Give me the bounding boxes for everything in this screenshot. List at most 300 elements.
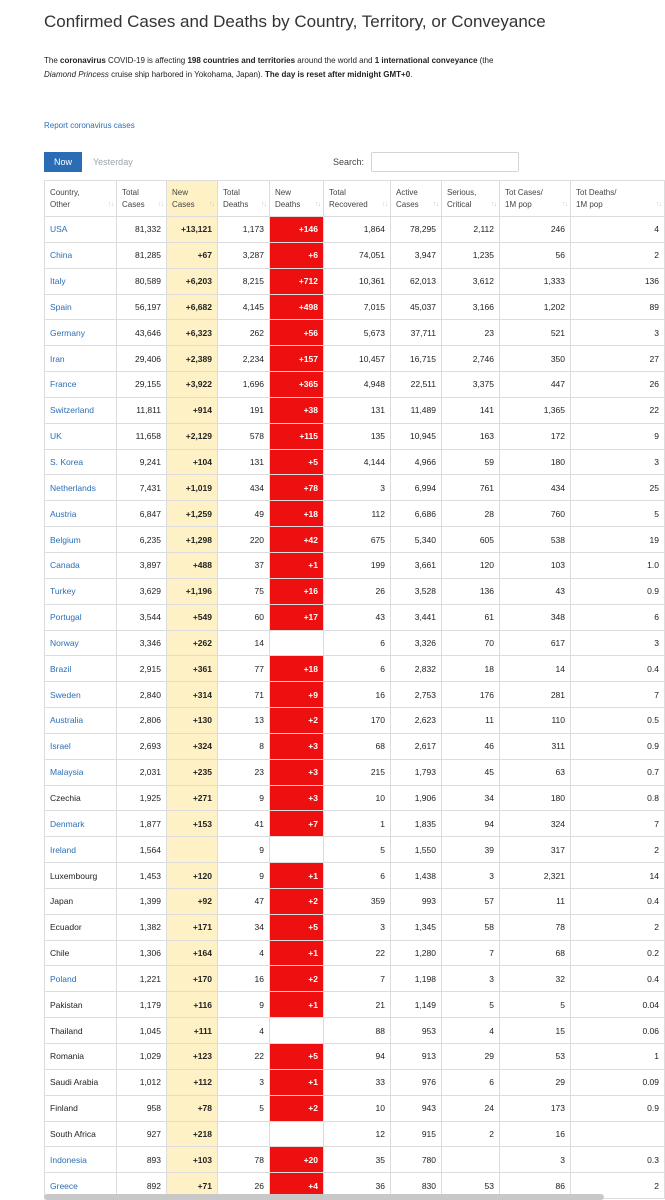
active-cases-cell: 6,994 (391, 475, 442, 501)
serious-critical-cell: 141 (442, 397, 500, 423)
country-name[interactable]: Indonesia (45, 1147, 117, 1173)
serious-critical-cell: 136 (442, 578, 500, 604)
serious-critical-cell: 3,612 (442, 268, 500, 294)
serious-critical-cell: 39 (442, 837, 500, 863)
new-cases-cell: +104 (167, 449, 218, 475)
tot-deaths-per-1m-cell: 1.0 (571, 552, 665, 578)
total-deaths-cell: 191 (218, 397, 270, 423)
serious-critical-cell: 28 (442, 501, 500, 527)
active-cases-cell: 3,661 (391, 552, 442, 578)
total-cases-cell: 29,155 (117, 372, 167, 398)
total-recovered-cell: 88 (324, 1018, 391, 1044)
search-label: Search: (333, 157, 365, 167)
active-cases-cell: 976 (391, 1069, 442, 1095)
intro-italic-ship: Diamond Princess (44, 70, 109, 79)
country-name[interactable]: USA (45, 217, 117, 243)
sort-arrows-icon: ↑↓ (108, 201, 113, 208)
serious-critical-cell: 53 (442, 1173, 500, 1199)
cases-table (44, 180, 665, 1199)
column-header-new-cases[interactable] (167, 181, 218, 217)
serious-critical-cell: 605 (442, 527, 500, 553)
intro-text: (the (477, 56, 494, 65)
new-cases-cell: +1,019 (167, 475, 218, 501)
country-name: Japan (45, 888, 117, 914)
total-deaths-cell: 47 (218, 888, 270, 914)
active-cases-cell: 11,489 (391, 397, 442, 423)
table-row (45, 294, 665, 320)
table-row (45, 837, 665, 863)
intro-bold-reset: The day is reset after midnight GMT+0 (265, 70, 411, 79)
new-deaths-cell: +1 (270, 992, 324, 1018)
table-row (45, 346, 665, 372)
tot-deaths-per-1m-cell: 0.7 (571, 759, 665, 785)
intro-bold-conveyance: 1 international conveyance (374, 56, 478, 65)
table-row (45, 682, 665, 708)
active-cases-cell: 780 (391, 1147, 442, 1173)
column-header-label: 1M pop (505, 200, 532, 209)
tot-deaths-per-1m-cell: 136 (571, 268, 665, 294)
sort-arrows-icon: ↑↓ (261, 201, 266, 208)
total-deaths-cell: 8,215 (218, 268, 270, 294)
column-header-country[interactable] (45, 181, 117, 217)
active-cases-cell: 2,832 (391, 656, 442, 682)
table-row (45, 1147, 665, 1173)
active-cases-cell: 1,149 (391, 992, 442, 1018)
total-deaths-cell: 16 (218, 966, 270, 992)
tot-deaths-per-1m-cell: 22 (571, 397, 665, 423)
tot-cases-per-1m-cell: 5 (500, 992, 571, 1018)
country-name[interactable]: Belgium (45, 527, 117, 553)
active-cases-cell: 2,753 (391, 682, 442, 708)
country-name[interactable]: UK (45, 423, 117, 449)
total-recovered-cell: 12 (324, 1121, 391, 1147)
total-deaths-cell: 4 (218, 940, 270, 966)
country-name: Ecuador (45, 914, 117, 940)
country-name[interactable]: Australia (45, 708, 117, 734)
sort-arrows-icon: ↑↓ (382, 201, 387, 208)
new-deaths-cell: +157 (270, 346, 324, 372)
total-deaths-cell: 22 (218, 1044, 270, 1070)
tot-cases-per-1m-cell: 2,321 (500, 863, 571, 889)
country-name[interactable]: Sweden (45, 682, 117, 708)
total-recovered-cell: 7,015 (324, 294, 391, 320)
country-name[interactable]: Austria (45, 501, 117, 527)
total-recovered-cell: 33 (324, 1069, 391, 1095)
active-cases-cell: 913 (391, 1044, 442, 1070)
serious-critical-cell: 70 (442, 630, 500, 656)
tot-cases-per-1m-cell: 760 (500, 501, 571, 527)
new-deaths-cell: +9 (270, 682, 324, 708)
tot-deaths-per-1m-cell: 0.3 (571, 1147, 665, 1173)
active-cases-cell: 3,326 (391, 630, 442, 656)
active-cases-cell: 1,198 (391, 966, 442, 992)
country-name[interactable]: Brazil (45, 656, 117, 682)
new-deaths-cell: +20 (270, 1147, 324, 1173)
country-name[interactable]: Denmark (45, 811, 117, 837)
total-deaths-cell: 9 (218, 785, 270, 811)
country-name[interactable]: Netherlands (45, 475, 117, 501)
total-cases-cell: 893 (117, 1147, 167, 1173)
country-name[interactable]: Portugal (45, 604, 117, 630)
table-row (45, 449, 665, 475)
active-cases-cell: 37,711 (391, 320, 442, 346)
tot-cases-per-1m-cell: 348 (500, 604, 571, 630)
new-cases-cell: +171 (167, 914, 218, 940)
total-deaths-cell: 5 (218, 1095, 270, 1121)
tot-cases-per-1m-cell: 180 (500, 785, 571, 811)
total-cases-cell: 1,221 (117, 966, 167, 992)
total-deaths-cell: 2,234 (218, 346, 270, 372)
serious-critical-cell: 7 (442, 940, 500, 966)
tot-deaths-per-1m-cell: 5 (571, 501, 665, 527)
tot-deaths-per-1m-cell: 0.4 (571, 888, 665, 914)
tot-deaths-per-1m-cell: 3 (571, 320, 665, 346)
table-row (45, 242, 665, 268)
total-recovered-cell: 199 (324, 552, 391, 578)
total-deaths-cell: 131 (218, 449, 270, 475)
tot-deaths-per-1m-cell: 0.9 (571, 733, 665, 759)
new-deaths-cell: +2 (270, 966, 324, 992)
total-cases-cell: 3,897 (117, 552, 167, 578)
new-cases-cell: +235 (167, 759, 218, 785)
total-recovered-cell: 36 (324, 1173, 391, 1199)
new-cases-cell: +324 (167, 733, 218, 759)
new-deaths-cell: +365 (270, 372, 324, 398)
country-name: South Africa (45, 1121, 117, 1147)
tot-cases-per-1m-cell: 180 (500, 449, 571, 475)
active-cases-cell: 22,511 (391, 372, 442, 398)
table-row (45, 604, 665, 630)
tot-cases-per-1m-cell: 3 (500, 1147, 571, 1173)
table-row (45, 863, 665, 889)
intro-paragraph (44, 54, 514, 82)
column-header-tot-deaths-per-1m[interactable] (571, 181, 665, 217)
new-deaths-cell: +115 (270, 423, 324, 449)
tot-cases-per-1m-cell: 43 (500, 578, 571, 604)
table-row (45, 992, 665, 1018)
tot-deaths-per-1m-cell: 9 (571, 423, 665, 449)
new-deaths-cell: +56 (270, 320, 324, 346)
total-cases-cell: 958 (117, 1095, 167, 1121)
new-cases-cell: +103 (167, 1147, 218, 1173)
new-deaths-cell: +42 (270, 527, 324, 553)
serious-critical-cell: 58 (442, 914, 500, 940)
column-header-label: New (275, 188, 292, 197)
country-name[interactable]: Ireland (45, 837, 117, 863)
total-cases-cell: 927 (117, 1121, 167, 1147)
column-header-label: New (172, 188, 189, 197)
serious-critical-cell: 4 (442, 1018, 500, 1044)
total-recovered-cell: 112 (324, 501, 391, 527)
new-deaths-cell: +146 (270, 217, 324, 243)
tot-cases-per-1m-cell: 1,202 (500, 294, 571, 320)
total-cases-cell: 81,332 (117, 217, 167, 243)
country-name[interactable]: Israel (45, 733, 117, 759)
total-recovered-cell: 135 (324, 423, 391, 449)
new-deaths-cell: +1 (270, 1069, 324, 1095)
total-deaths-cell: 9 (218, 992, 270, 1018)
country-name: Romania (45, 1044, 117, 1070)
new-deaths-cell (270, 1121, 324, 1147)
total-deaths-cell: 75 (218, 578, 270, 604)
total-cases-cell: 3,544 (117, 604, 167, 630)
new-deaths-cell: +18 (270, 656, 324, 682)
new-deaths-cell: +16 (270, 578, 324, 604)
table-row (45, 217, 665, 243)
intro-bold-countries: 198 countries and territories (187, 56, 296, 65)
total-recovered-cell: 7 (324, 966, 391, 992)
table-row (45, 320, 665, 346)
total-recovered-cell: 1,864 (324, 217, 391, 243)
new-deaths-cell: +3 (270, 785, 324, 811)
column-header-label: Total (122, 188, 139, 197)
new-deaths-cell (270, 630, 324, 656)
country-name[interactable]: S. Korea (45, 449, 117, 475)
total-cases-cell: 43,646 (117, 320, 167, 346)
search-input[interactable] (371, 152, 519, 172)
country-name: Chile (45, 940, 117, 966)
total-deaths-cell: 71 (218, 682, 270, 708)
serious-critical-cell: 163 (442, 423, 500, 449)
tot-deaths-per-1m-cell: 0.04 (571, 992, 665, 1018)
total-recovered-cell: 43 (324, 604, 391, 630)
total-cases-cell: 1,306 (117, 940, 167, 966)
country-name[interactable]: Spain (45, 294, 117, 320)
report-cases-link[interactable]: Report coronavirus cases (44, 121, 135, 130)
country-name: Thailand (45, 1018, 117, 1044)
total-deaths-cell: 262 (218, 320, 270, 346)
table-row (45, 656, 665, 682)
total-cases-cell: 2,840 (117, 682, 167, 708)
total-deaths-cell: 37 (218, 552, 270, 578)
active-cases-cell: 1,550 (391, 837, 442, 863)
tot-deaths-per-1m-cell: 2 (571, 914, 665, 940)
tab-yesterday[interactable]: Yesterday (93, 157, 133, 167)
tab-now[interactable]: Now (44, 152, 82, 172)
total-cases-cell: 1,453 (117, 863, 167, 889)
active-cases-cell: 2,623 (391, 708, 442, 734)
country-name[interactable]: France (45, 372, 117, 398)
total-recovered-cell: 21 (324, 992, 391, 1018)
tot-deaths-per-1m-cell: 7 (571, 811, 665, 837)
column-header-label: Recovered (329, 200, 368, 209)
new-deaths-cell (270, 1018, 324, 1044)
country-name: Saudi Arabia (45, 1069, 117, 1095)
country-name[interactable]: Greece (45, 1173, 117, 1199)
table-body (45, 217, 665, 1199)
tot-deaths-per-1m-cell: 25 (571, 475, 665, 501)
total-cases-cell: 9,241 (117, 449, 167, 475)
serious-critical-cell: 57 (442, 888, 500, 914)
table-row (45, 1018, 665, 1044)
table-row (45, 527, 665, 553)
country-name[interactable]: Canada (45, 552, 117, 578)
total-deaths-cell: 9 (218, 837, 270, 863)
sort-arrows-icon: ↑↓ (491, 201, 496, 208)
tot-cases-per-1m-cell: 434 (500, 475, 571, 501)
tot-cases-per-1m-cell: 11 (500, 888, 571, 914)
tot-deaths-per-1m-cell: 0.9 (571, 578, 665, 604)
total-recovered-cell: 131 (324, 397, 391, 423)
new-deaths-cell: +5 (270, 914, 324, 940)
column-header-total-cases[interactable] (117, 181, 167, 217)
tot-cases-per-1m-cell: 617 (500, 630, 571, 656)
tot-cases-per-1m-cell: 324 (500, 811, 571, 837)
new-cases-cell: +123 (167, 1044, 218, 1070)
new-deaths-cell: +712 (270, 268, 324, 294)
new-deaths-cell: +3 (270, 733, 324, 759)
column-header-serious-critical[interactable] (442, 181, 500, 217)
new-deaths-cell: +2 (270, 888, 324, 914)
tot-cases-per-1m-cell: 350 (500, 346, 571, 372)
table-row (45, 630, 665, 656)
serious-critical-cell: 2,112 (442, 217, 500, 243)
table-row (45, 888, 665, 914)
active-cases-cell: 1,438 (391, 863, 442, 889)
sort-arrows-icon: ↑↓ (562, 201, 567, 208)
tot-deaths-per-1m-cell: 14 (571, 863, 665, 889)
new-cases-cell: +488 (167, 552, 218, 578)
intro-text: COVID-19 is affecting (105, 56, 188, 65)
page-title: Confirmed Cases and Deaths by Country, Territory, or Conveyance (44, 12, 546, 31)
tot-cases-per-1m-cell: 1,333 (500, 268, 571, 294)
new-cases-cell (167, 837, 218, 863)
total-recovered-cell: 359 (324, 888, 391, 914)
total-recovered-cell: 10 (324, 1095, 391, 1121)
new-cases-cell: +1,298 (167, 527, 218, 553)
column-header-new-deaths[interactable] (270, 181, 324, 217)
serious-critical-cell: 11 (442, 708, 500, 734)
total-cases-cell: 1,564 (117, 837, 167, 863)
country-name[interactable]: Poland (45, 966, 117, 992)
new-cases-cell: +271 (167, 785, 218, 811)
serious-critical-cell: 46 (442, 733, 500, 759)
active-cases-cell: 2,617 (391, 733, 442, 759)
new-cases-cell: +111 (167, 1018, 218, 1044)
table-row (45, 733, 665, 759)
total-cases-cell: 6,235 (117, 527, 167, 553)
column-header-label: Deaths (275, 200, 301, 209)
total-deaths-cell: 1,173 (218, 217, 270, 243)
table-row (45, 785, 665, 811)
total-cases-cell: 1,877 (117, 811, 167, 837)
country-name: Finland (45, 1095, 117, 1121)
serious-critical-cell: 94 (442, 811, 500, 837)
column-header-label: Total (223, 188, 240, 197)
country-name[interactable]: China (45, 242, 117, 268)
new-cases-cell: +170 (167, 966, 218, 992)
tot-deaths-per-1m-cell: 3 (571, 449, 665, 475)
horizontal-scrollbar[interactable] (44, 1194, 604, 1200)
new-cases-cell: +92 (167, 888, 218, 914)
country-name[interactable]: Norway (45, 630, 117, 656)
country-name[interactable]: Switzerland (45, 397, 117, 423)
serious-critical-cell: 6 (442, 1069, 500, 1095)
serious-critical-cell: 3 (442, 966, 500, 992)
serious-critical-cell: 761 (442, 475, 500, 501)
new-cases-cell: +6,682 (167, 294, 218, 320)
total-deaths-cell: 60 (218, 604, 270, 630)
new-cases-cell: +914 (167, 397, 218, 423)
total-deaths-cell: 49 (218, 501, 270, 527)
table-row (45, 914, 665, 940)
tot-cases-per-1m-cell: 78 (500, 914, 571, 940)
total-deaths-cell: 78 (218, 1147, 270, 1173)
tot-cases-per-1m-cell: 16 (500, 1121, 571, 1147)
new-deaths-cell: +6 (270, 242, 324, 268)
total-recovered-cell: 4,144 (324, 449, 391, 475)
new-cases-cell: +1,196 (167, 578, 218, 604)
country-name[interactable]: Iran (45, 346, 117, 372)
new-cases-cell: +549 (167, 604, 218, 630)
tot-deaths-per-1m-cell: 2 (571, 837, 665, 863)
table-row (45, 578, 665, 604)
country-name[interactable]: Italy (45, 268, 117, 294)
tot-cases-per-1m-cell: 538 (500, 527, 571, 553)
new-deaths-cell: +1 (270, 552, 324, 578)
total-cases-cell: 2,031 (117, 759, 167, 785)
active-cases-cell: 1,280 (391, 940, 442, 966)
table-row (45, 811, 665, 837)
new-cases-cell: +314 (167, 682, 218, 708)
table-row (45, 1044, 665, 1070)
column-header-label: Active (396, 188, 418, 197)
country-name[interactable]: Germany (45, 320, 117, 346)
total-cases-cell: 3,346 (117, 630, 167, 656)
column-header-label: Critical (447, 200, 472, 209)
column-header-total-recovered[interactable] (324, 181, 391, 217)
total-deaths-cell: 77 (218, 656, 270, 682)
new-cases-cell: +2,129 (167, 423, 218, 449)
active-cases-cell: 953 (391, 1018, 442, 1044)
serious-critical-cell: 2 (442, 1121, 500, 1147)
table-row (45, 501, 665, 527)
column-header-label: Serious, (447, 188, 477, 197)
column-header-tot-cases-per-1m[interactable] (500, 181, 571, 217)
total-cases-cell: 7,431 (117, 475, 167, 501)
total-deaths-cell (218, 1121, 270, 1147)
tot-deaths-per-1m-cell: 6 (571, 604, 665, 630)
serious-critical-cell: 23 (442, 320, 500, 346)
total-deaths-cell: 9 (218, 863, 270, 889)
new-deaths-cell: +2 (270, 708, 324, 734)
active-cases-cell: 3,528 (391, 578, 442, 604)
total-cases-cell: 3,629 (117, 578, 167, 604)
tot-deaths-per-1m-cell: 89 (571, 294, 665, 320)
total-recovered-cell: 4,948 (324, 372, 391, 398)
total-recovered-cell: 6 (324, 656, 391, 682)
serious-critical-cell: 24 (442, 1095, 500, 1121)
new-cases-cell: +218 (167, 1121, 218, 1147)
table-row (45, 1069, 665, 1095)
country-name[interactable]: Malaysia (45, 759, 117, 785)
serious-critical-cell: 3,375 (442, 372, 500, 398)
tot-deaths-per-1m-cell: 26 (571, 372, 665, 398)
tot-cases-per-1m-cell: 14 (500, 656, 571, 682)
new-cases-cell: +13,121 (167, 217, 218, 243)
total-deaths-cell: 41 (218, 811, 270, 837)
country-name[interactable]: Turkey (45, 578, 117, 604)
new-cases-cell: +120 (167, 863, 218, 889)
tot-deaths-per-1m-cell: 27 (571, 346, 665, 372)
total-recovered-cell: 74,051 (324, 242, 391, 268)
total-recovered-cell: 6 (324, 863, 391, 889)
intro-text: cruise ship harbored in Yokohama, Japan). (108, 70, 266, 79)
new-deaths-cell: +1 (270, 940, 324, 966)
column-header-active-cases[interactable] (391, 181, 442, 217)
total-deaths-cell: 14 (218, 630, 270, 656)
column-header-total-deaths[interactable] (218, 181, 270, 217)
